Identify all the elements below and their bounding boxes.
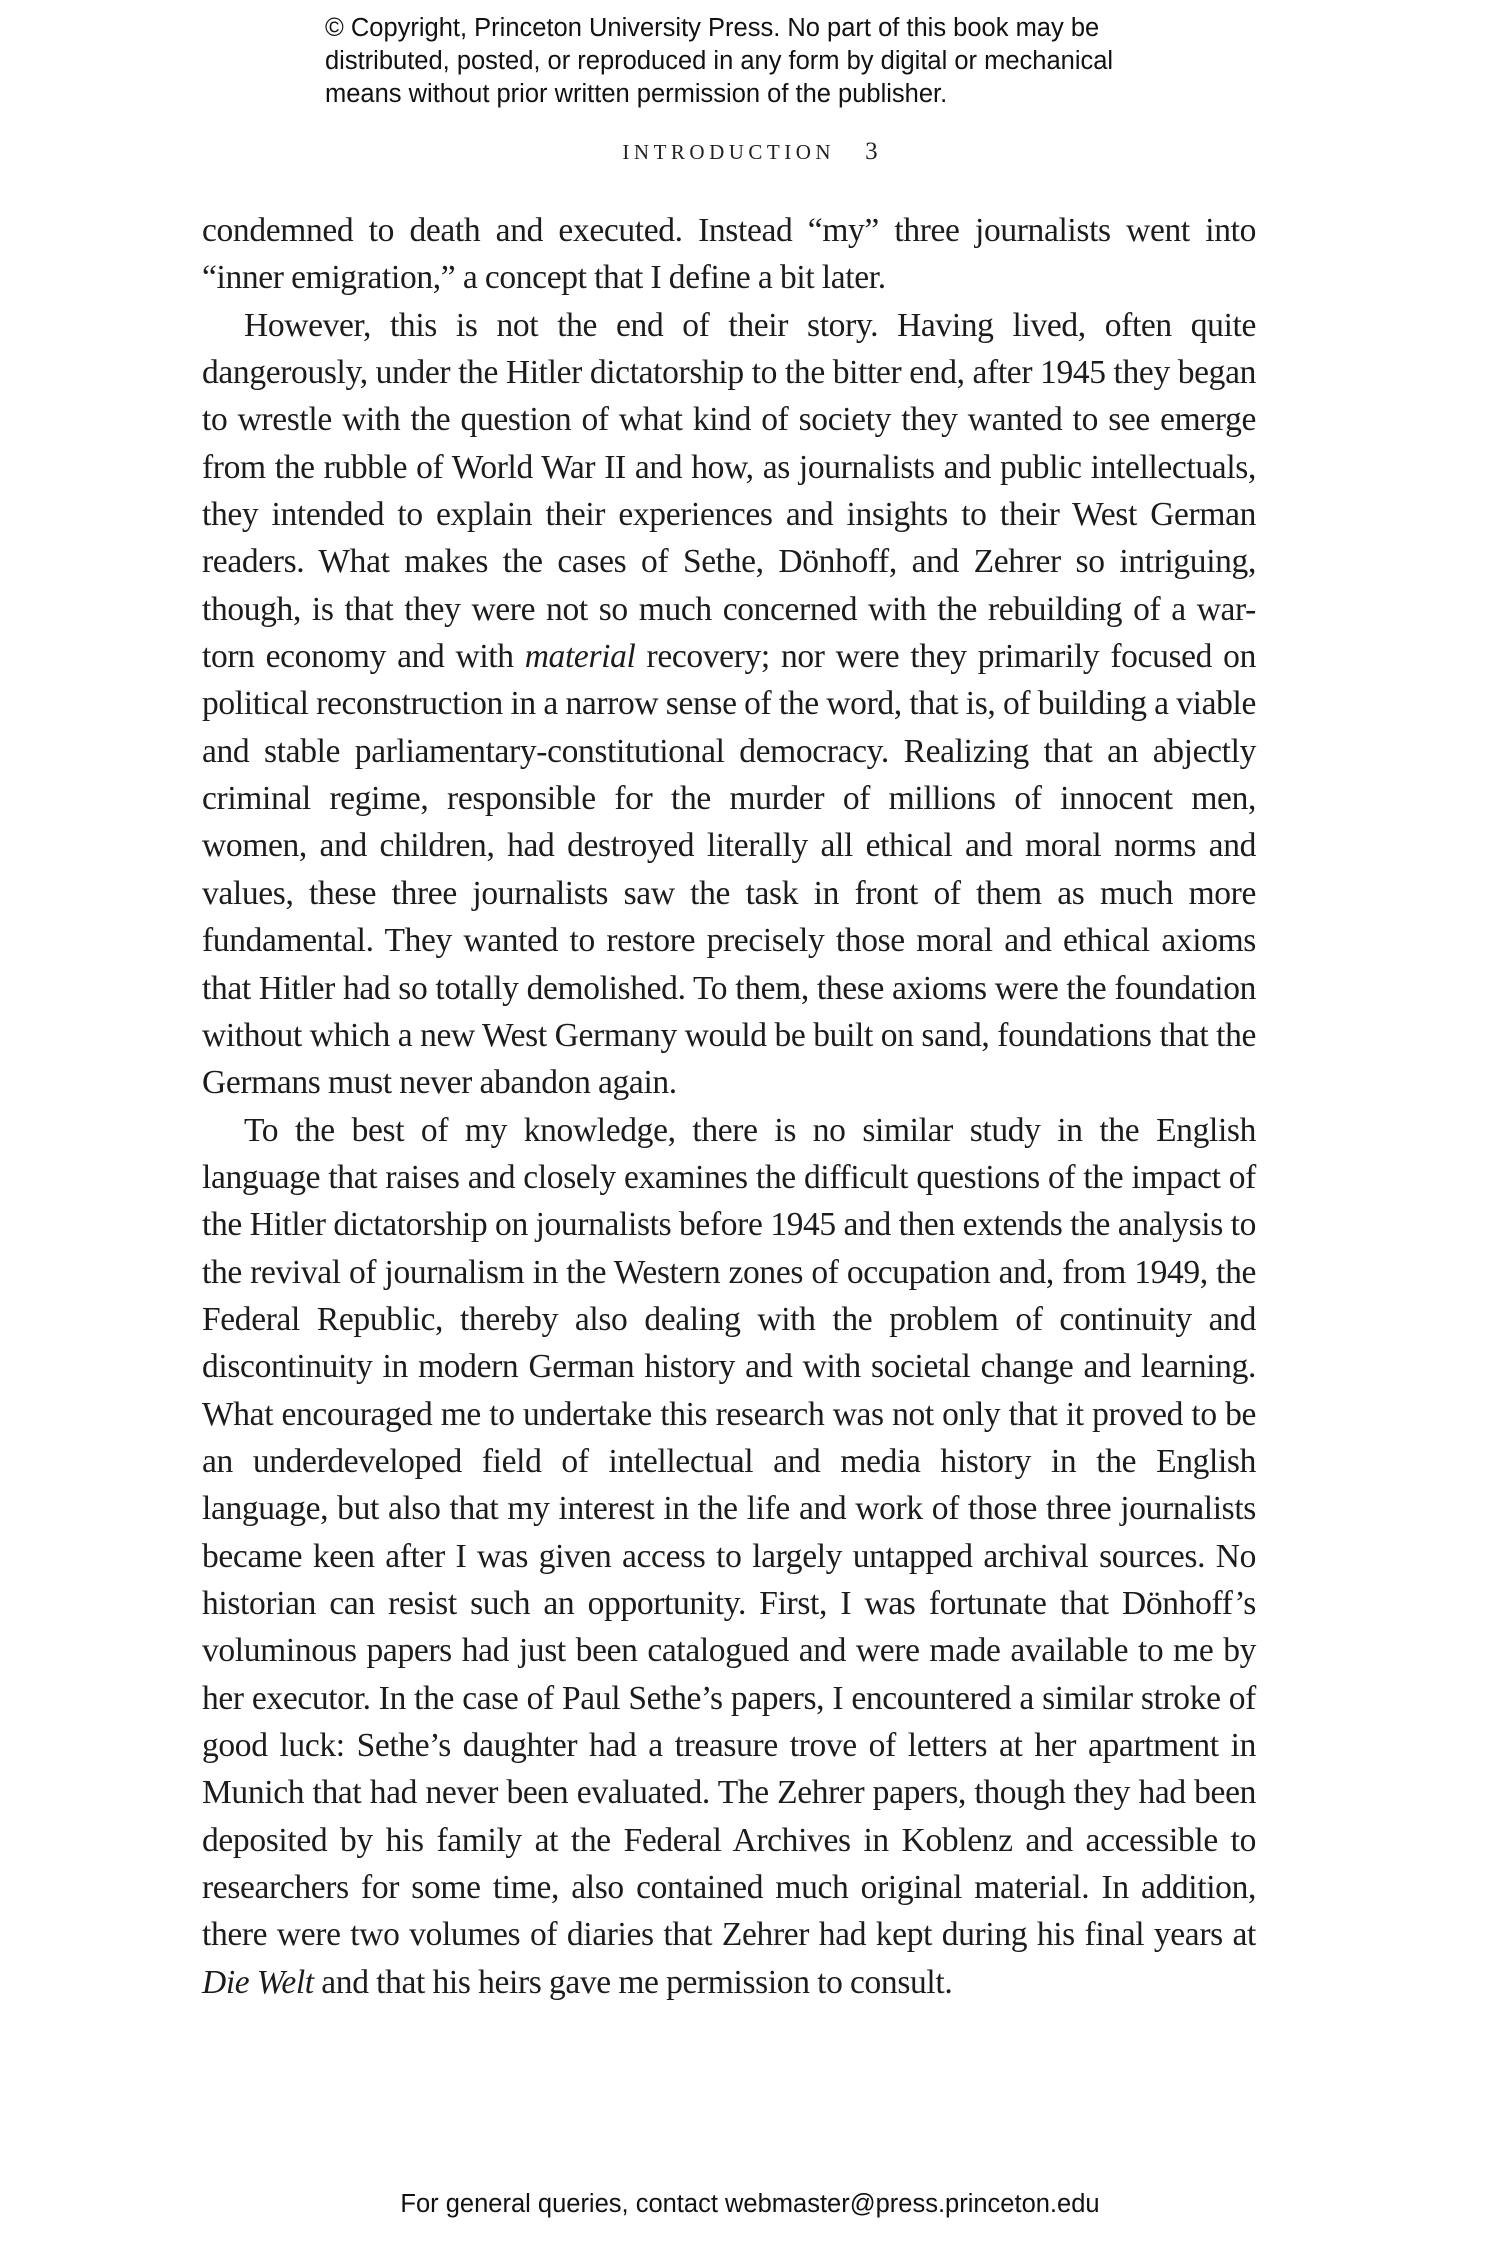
body-text	[202, 207, 1256, 2006]
running-head	[0, 138, 1500, 166]
paragraph	[202, 1107, 1256, 2007]
italic-term: material	[524, 638, 636, 676]
chapter-title: INTRODUCTION	[622, 140, 836, 164]
text-segment: recovery; nor were they primarily focused on political reconstruction in a narrow sense of the word, that is, of building a viable and stable parliamentary-constitutional democracy. Realizing that an abjectly criminal regime, responsible for the murder of millions of innocent men, women, and children, had destroyed literally all ethical and moral norms and values, these three journalists saw the task in front of them as much more fundamental. They wanted to restore precisely those moral and ethical axioms that Hitler had so totally demolished. To them, these axioms were the foundation without which a new West Germany would be built on sand, foundations that the Germans must never abandon again.	[202, 638, 1256, 1102]
italic-title: Die Welt	[202, 1963, 314, 2001]
footer-contact: For general queries, contact webmaster@press.princeton.edu	[400, 2190, 1100, 2218]
copyright-line: © Copyright, Princeton University Press. No part of this book may be	[325, 14, 1100, 42]
page-number: 3	[865, 138, 878, 165]
text-segment: However, this is not the end of their story. Having lived, often quite dangerously, under the Hitler dictatorship to the bitter end, after 1945 they began to wrestle with the question of what kind of society they wanted to see emerge from the rubble of World War II and how, as journalists and public intellectuals, they intended to explain their experiences and insights to their West German readers. What makes the cases of Sethe, Dönhoff, and Zehrer so intriguing, though, is that they were not so much concerned with the rebuilding of a war-torn economy and with	[202, 306, 1256, 676]
paragraph	[202, 207, 1256, 302]
text-segment: and that his heirs gave me permission to consult.	[313, 1963, 953, 2001]
paragraph	[202, 302, 1256, 1107]
copyright-notice	[325, 12, 1225, 111]
text-segment: condemned to death and executed. Instead “my” three journalists went into “inner emigration,” a concept that I define a bit later.	[202, 212, 1256, 297]
copyright-line: distributed, posted, or reproduced in any form by digital or mechanical	[325, 47, 1114, 75]
copyright-line: means without prior written permission of the publisher.	[325, 80, 948, 108]
text-segment: To the best of my knowledge, there is no similar study in the English language that raises and closely examines the difficult questions of the impact of the Hitler dictatorship on journalists before 1945 and then extends the analysis to the revival of journalism in the Western zones of occupation and, from 1949, the Federal Republic, thereby also dealing with the problem of continuity and discontinuity in modern German history and with societal change and learning. What encouraged me to undertake this research was not only that it proved to be an underdeveloped field of intellectual and media history in the English language, but also that my interest in the life and work of those three journalists became keen after I was given access to largely untapped archival sources. No historian can resist such an opportunity. First, I was fortunate that Dönhoff’s voluminous papers had just been catalogued and were made available to me by her executor. In the case of Paul Sethe’s papers, I encountered a similar stroke of good luck: Sethe’s daughter had a treasure trove of letters at her apartment in Munich that had never been evaluated. The Zehrer papers, though they had been deposited by his family at the Federal Archives in Koblenz and accessible to researchers for some time, also contained much original material. In addition, there were two volumes of diaries that Zehrer had kept during his final years at	[202, 1111, 1256, 1954]
